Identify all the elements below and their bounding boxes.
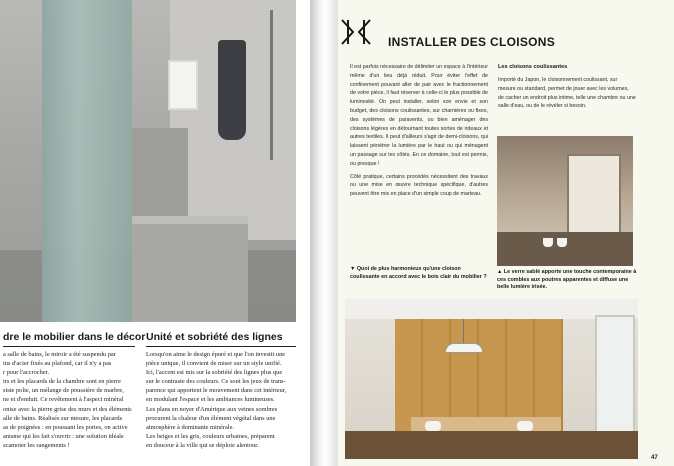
lamp-cord [463,319,464,343]
pendant-lamp [445,343,483,353]
text-line: as de poignées : en poussant les portes, on active [3,423,128,431]
cup [543,238,553,247]
heading-rule [3,346,135,347]
stone-vanity [132,128,188,218]
shower-pipe [270,10,273,160]
framed-picture [168,60,198,110]
living-room-photo [345,299,638,459]
sliding-wood-partition [395,319,563,431]
text-line: Lorsqu'on aime le design épuré et que l'on investit une [146,351,286,358]
section-heading-unity: Unité et sobriété des lignes [146,331,283,343]
text-line: onise avec la pierre grise des murs et des éléments [3,405,132,413]
sidebar-title: Les cloisons coulissantes [498,64,568,70]
caption-wood-partition: ▼ Quoi de plus harmonieux qu'une cloison coulissante en accord avec le bois clair du mobilier ? [350,266,487,280]
text-line: sur le contraste des couleurs. Ce sont les jeux de trans- [146,378,286,386]
bowl [425,421,441,431]
page-title: INSTALLER DES CLOISONS [388,35,556,49]
text-line: r pour l'accrocher. [3,369,50,377]
text-line: ins d'acier fixés au plafond, car il n'y a pas [3,360,112,368]
sidebar-text [498,76,636,111]
heading-rule [146,346,296,347]
sandblasted-glass-partition [567,154,621,238]
frosted-glass-partition [42,0,132,322]
stone-bathtub [132,216,248,322]
text-column-right [146,350,296,450]
caption-glass-partition: ▲ Le verre sablé apporte une touche contemporaine à ces combles aux poutres apparentes et diffuse une belle lumière irisée. [497,269,637,291]
text-line: Les plans en noyer d'Amérique aux veines sombres [146,405,278,413]
text-line: siste polie, un mélange de poussière de marbre, [3,387,124,395]
low-sideboard [345,431,638,459]
text-line: procurent la chaleur d'un élément végétal dans une [146,414,276,422]
attic-photo [497,136,633,266]
paragraph: Il est parfois nécessaire de délimiter un espace à l'intérieur même d'un lieu déjà réduit. Pour éviter l'effet de confinement pouvant aller de pair avec le fractionnement de votre pièce, il faut réserver à celle-ci le plus possible de luminosité. On peut installer, selon son envie et son budget, des cloisons coulissantes, sur charnières ou fixes, des systèmes de paravents, ou bien aménager des cloisons légères en détournant toutes sortes de rideaux et autres textiles. Il peut d'ailleurs s'agir de demi-cloisons, qui laissent pénétrer la lumière par le haut ou qui ménagent un passage sur les côtés. En ce domaine, tout est permis, ou presque ! [350,64,488,167]
cup [557,238,567,247]
text-line: pièce unique, il convient de miser sur un style unifié. [146,360,282,368]
bowl [517,421,533,431]
bathroom-photo [0,0,296,322]
text-line: anisme qui les fait s'ouvrir : une solution idéale [3,432,124,440]
paragraph: Importé du Japon, le cloisonnement coulissant, sur mesure ou standard, permet de jouer avec les volumes, de cacher un endroit plus intime, telle une chambre ou une salle d'eau, ou de le révéler si besoin. [498,77,636,110]
hanging-towel [218,40,246,140]
text-line: en modulant l'espace et les ambiances lumineuses. [146,396,275,404]
text-column-left [3,350,135,450]
double-arrow-icon [340,16,372,48]
text-line: a salle de bains, le miroir a été suspendu par [3,351,116,358]
text-line: irs et les placards de la chambre sont en pierre [3,378,121,386]
text-line: en douceur à la ville qui se déploie alentour. [146,441,259,449]
text-line: alle de bains. Réalisés sur mesure, les placards [3,414,123,422]
text-line: Ici, l'accent est mis sur la sobriété des lignes plus que [146,369,283,377]
text-line: scamoter les rangements ! [3,441,70,449]
left-page [0,0,310,466]
book-gutter [310,0,338,466]
text-line: ne et d'enduit. Ce revêtement à l'aspect minéral [3,396,124,404]
section-heading-furniture: dre le mobilier dans le décor [3,331,146,343]
text-line: atmosphère à dominante minérale. [146,423,235,431]
text-line: parence qui apportent le mouvement dans cet intérieur, [146,387,287,395]
paragraph: Côté pratique, certains procédés nécessitent des travaux ou une mise en œuvre technique spécifique, d'autres peuvent être mis en place d'un simple coup de marteau. [350,173,488,198]
main-text-column [350,63,488,203]
text-line: Les beiges et les gris, couleurs urbaines, préparent [146,432,275,440]
page-number: 47 [651,455,658,461]
window [595,315,635,437]
